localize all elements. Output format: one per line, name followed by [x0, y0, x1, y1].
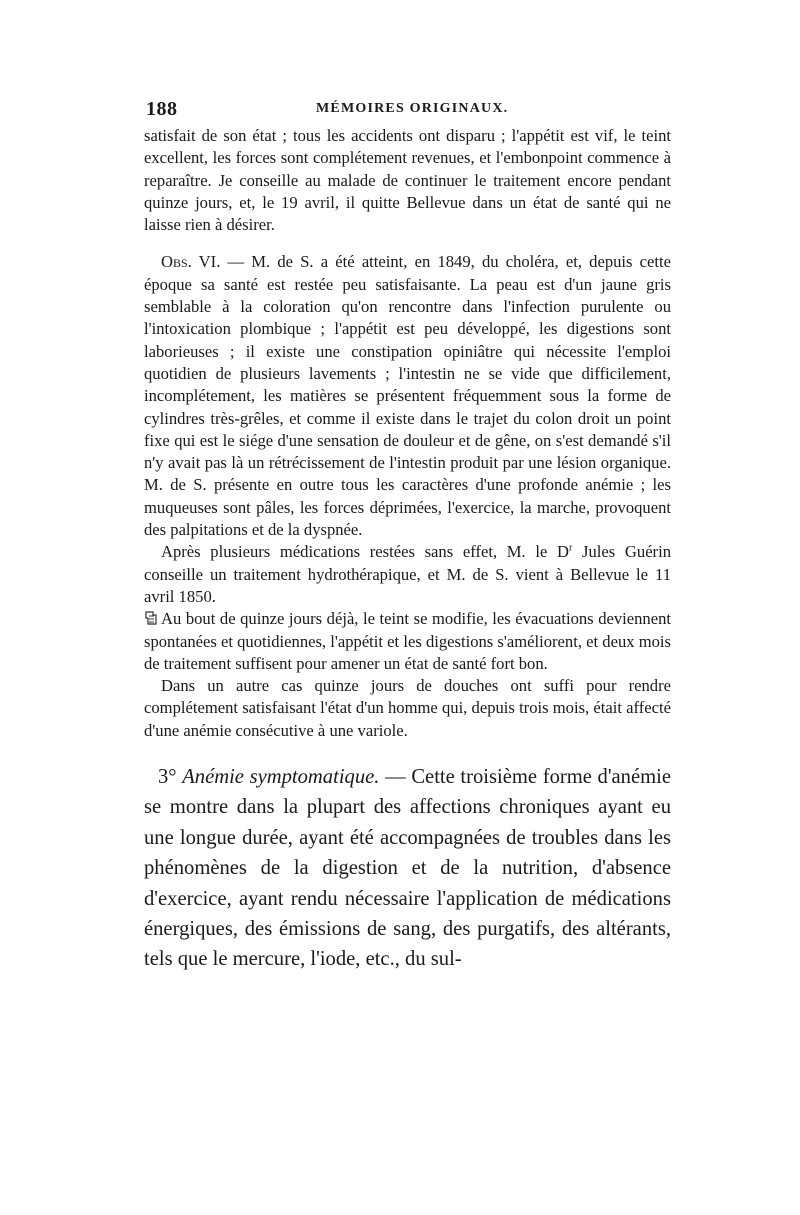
page-number: 188 [146, 98, 178, 120]
section-anemie-symptomatique [144, 762, 671, 975]
body-text [144, 125, 671, 975]
section-title: Anémie symptomatique. [182, 766, 380, 789]
treatment-text-b: Jules Guérin conseille un traitement hydrothérapique, et M. de S. vient à Bellevue le 11 avril 1850. [144, 542, 671, 606]
result-text: Au bout de quinze jours déjà, le teint se modifie, les évacuations deviennent spontanées et quotidiennes, l'appétit et les digestions s'améliorent, et deux mois de traitement suffisent pour amener un état de santé fort bon. [144, 609, 671, 673]
paragraph-observation [144, 251, 671, 541]
spacer [144, 236, 671, 251]
printer-mark-icon [144, 610, 158, 626]
treatment-text-a: Après plusieurs médications restées sans effet, M. le D [161, 542, 570, 562]
observation-label: Obs. VI. [161, 252, 221, 272]
section-text: — Cette troisième forme d'anémie se montre dans la plupart des affections chroniques ayant eu une longue durée, ayant été accompagnées de troubles dans les phénomènes de la digestion et de la nutrition, d'absence d'exercice, ayant rendu nécessaire l'application de médications énergiques, des émissions de sang, des purgatifs, des altérants, tels que le mercure, l'iode, etc., du sul- [144, 766, 671, 971]
paragraph-continuation: satisfait de son état ; tous les accidents ont disparu ; l'appétit est vif, le teint excellent, les forces sont complétement revenues, et l'embonpoint commence à reparaître. Je conseille au malade de continuer le traitement encore pendant quinze jours, et, le 19 avril, il quitte Bellevue dans un état de santé qui ne laisse rien à désirer. [144, 126, 671, 235]
paragraph-result [144, 608, 671, 675]
paragraph-treatment [144, 541, 671, 608]
paragraph-other-case: Dans un autre cas quinze jours de douches ont suffi pour rendre complétement satisfaisant l'état d'un homme qui, depuis trois mois, était affecté d'une anémie consécutive à une variole. [144, 676, 671, 740]
running-title: MÉMOIRES ORIGINAUX. [316, 101, 509, 116]
observation-text: — M. de S. a été atteint, en 1849, du choléra, et, depuis cette époque sa santé est restée peu satisfaisante. La peau est d'un jaune gris semblable à la coloration qu'on rencontre dans l'infection purulente ou l'intoxication plombique ; l'appétit est peu développé, les digestions sont laborieuses ; il existe une constipation opiniâtre qui nécessite l'emploi quotidien de plusieurs lavements ; l'intestin ne se vide que difficilement, incomplétement, les matières se présentent fréquemment sous la forme de cylindres très-grêles, et comme il existe dans le trajet du colon droit un point fixe qui est le siége d'une sensation de douleur et de gêne, on s'est demandé s'il n'y avait pas là un rétrécissement de l'intestin produit par une lésion organique. M. de S. présente en outre tous les caractères d'une profonde anémie ; les muqueuses sont pâles, les forces déprimées, l'exercice, la marche, provoquent des palpitations et de la dyspnée. [144, 252, 671, 540]
page-header [146, 98, 666, 124]
doctor-superscript: r [569, 542, 573, 554]
section-number: 3° [158, 766, 183, 789]
